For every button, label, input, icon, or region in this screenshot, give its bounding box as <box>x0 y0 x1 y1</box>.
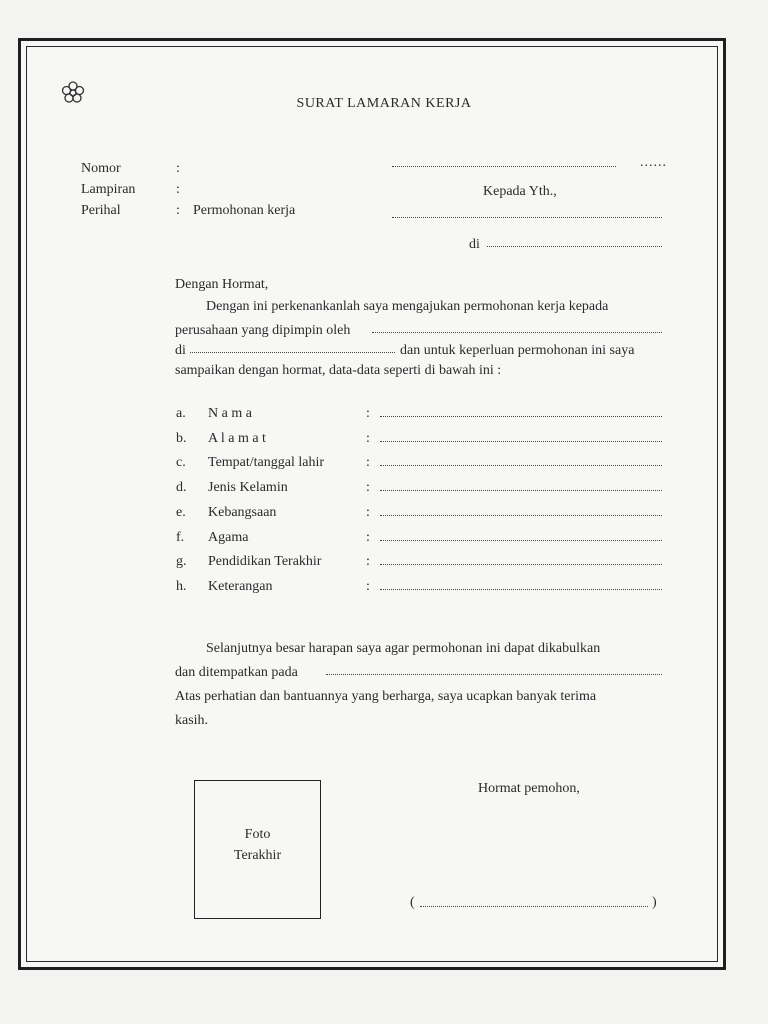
intro-line-4: sampaikan dengan hormat, data-data seperti di bawah ini : <box>175 363 502 378</box>
field-label: Tempat/tanggal lahir <box>208 455 325 471</box>
placement-field[interactable] <box>326 674 662 675</box>
letter-title: SURAT LAMARAN KERJA <box>296 96 472 111</box>
signature-close-paren: ) <box>652 895 657 910</box>
field-input-line[interactable] <box>380 540 662 541</box>
field-colon: : <box>366 406 370 421</box>
field-letter: a. <box>176 406 186 421</box>
field-label: Jenis Kelamin <box>208 480 288 496</box>
recipient-place-field[interactable] <box>487 246 662 247</box>
closing-line-2: dan ditempatkan pada <box>175 665 298 680</box>
field-letter: e. <box>176 504 186 520</box>
closing-line-1: Selanjutnya besar harapan saya agar permohonan ini dapat dikabulkan <box>206 641 601 656</box>
field-letter: g. <box>176 554 187 570</box>
intro-line-2: perusahaan yang dipimpin oleh <box>175 323 351 338</box>
field-letter: b. <box>176 430 187 446</box>
field-label: Agama <box>208 529 249 545</box>
label-perihal: Perihal <box>81 203 121 218</box>
recipient-name-field[interactable] <box>392 217 662 218</box>
field-letter: c. <box>176 455 186 471</box>
signature-name-field[interactable] <box>420 906 648 907</box>
date-place-field[interactable] <box>392 166 616 167</box>
closing-line-4: kasih. <box>175 713 209 728</box>
field-letter: h. <box>176 578 187 594</box>
field-label: Pendidikan Terakhir <box>208 554 322 570</box>
photo-label-line-1: Foto <box>244 827 271 842</box>
intro-line-1: Dengan ini perkenankanlah saya mengajukan permohonan kerja kepada <box>206 299 609 314</box>
signature-open-paren: ( <box>410 895 415 910</box>
field-letter: f. <box>176 529 185 545</box>
company-name-field[interactable] <box>372 332 662 333</box>
colon-nomor: : <box>176 161 180 176</box>
recipient-place-prefix: di <box>469 237 480 252</box>
photo-placeholder[interactable] <box>194 780 321 919</box>
field-input-line[interactable] <box>380 515 662 516</box>
closing-line-3: Atas perhatian dan bantuannya yang berharga, saya ucapkan banyak terima <box>175 689 597 704</box>
field-label: A l a m a t <box>208 430 266 446</box>
page-border <box>18 38 726 970</box>
field-colon: : <box>366 455 370 471</box>
field-colon: : <box>366 430 370 446</box>
photo-label-line-2: Terakhir <box>233 848 282 863</box>
label-lampiran: Lampiran <box>81 182 136 197</box>
intro-line-3-suffix: dan untuk keperluan permohonan ini saya <box>400 343 635 358</box>
field-colon: : <box>366 504 370 520</box>
colon-perihal: : <box>176 203 180 218</box>
company-place-field[interactable] <box>190 352 395 353</box>
field-input-line[interactable] <box>380 416 662 417</box>
field-letter: d. <box>176 480 187 496</box>
date-tail-dots: ...... <box>640 155 667 170</box>
field-label: N a m a <box>208 406 252 421</box>
field-label: Kebangsaan <box>208 504 277 520</box>
perihal-value: Permohonan kerja <box>193 203 296 218</box>
recipient-salutation: Kepada Yth., <box>483 184 557 199</box>
field-input-line[interactable] <box>380 465 662 466</box>
label-nomor: Nomor <box>81 161 121 176</box>
signature-label: Hormat pemohon, <box>478 781 580 796</box>
field-input-line[interactable] <box>380 441 662 442</box>
field-input-line[interactable] <box>380 589 662 590</box>
field-colon: : <box>366 554 370 570</box>
colon-lampiran: : <box>176 182 180 197</box>
field-label: Keterangan <box>208 578 273 594</box>
greeting: Dengan Hormat, <box>175 277 269 292</box>
field-colon: : <box>366 578 370 594</box>
field-input-line[interactable] <box>380 564 662 565</box>
field-input-line[interactable] <box>380 490 662 491</box>
field-colon: : <box>366 529 370 545</box>
field-colon: : <box>366 480 370 496</box>
intro-line-3-prefix: di <box>175 343 186 358</box>
